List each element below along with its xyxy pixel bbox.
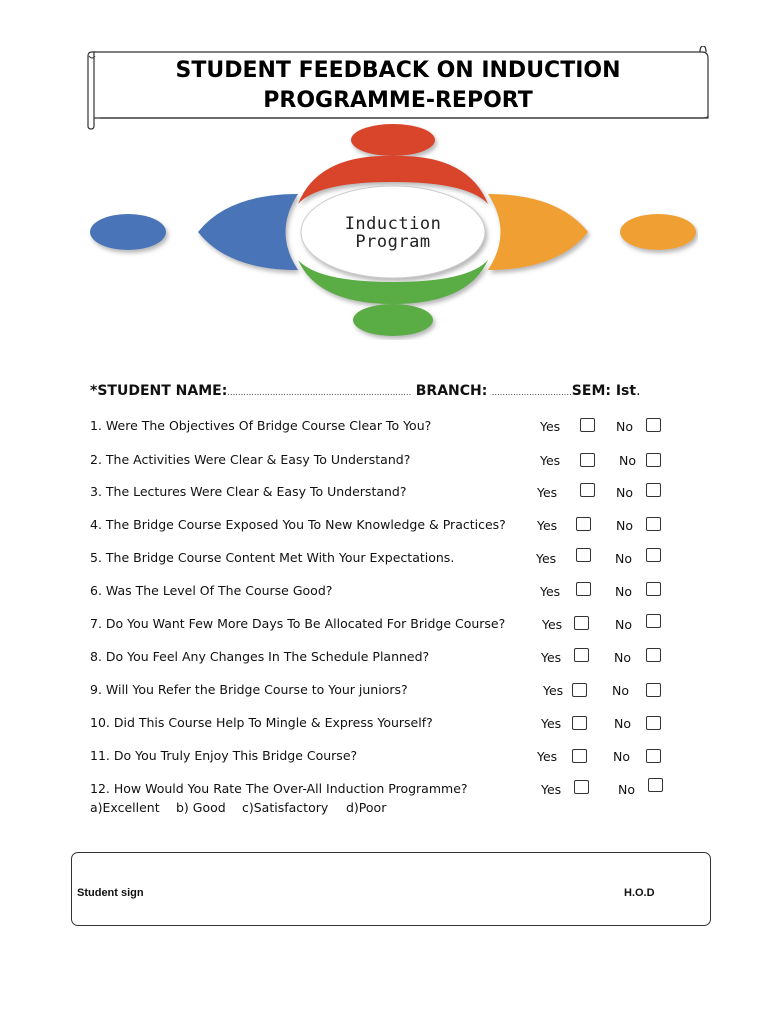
no-label: No <box>616 485 633 500</box>
question-5: 5. The Bridge Course Content Met With Your Expectations. <box>90 550 455 565</box>
option-poor[interactable]: d)Poor <box>346 800 387 815</box>
yes-label: Yes <box>537 518 558 533</box>
option-satisfactory[interactable]: c)Satisfactory <box>242 800 329 815</box>
yes-checkbox-10[interactable] <box>572 716 587 730</box>
no-checkbox-2[interactable] <box>646 453 661 467</box>
yes-checkbox-12[interactable] <box>574 780 589 794</box>
no-checkbox-3[interactable] <box>646 483 661 497</box>
no-label: No <box>613 749 630 764</box>
no-checkbox-8[interactable] <box>646 648 661 662</box>
hod-sign-label: H.O.D <box>624 887 655 899</box>
yes-label: Yes <box>540 584 561 599</box>
signature-box <box>71 852 711 926</box>
option-good[interactable]: b) Good <box>176 800 226 815</box>
yes-label: Yes <box>541 650 562 665</box>
no-checkbox-11[interactable] <box>646 749 661 763</box>
yes-checkbox-6[interactable] <box>576 582 591 596</box>
no-label: No <box>619 453 636 468</box>
yes-checkbox-4[interactable] <box>576 517 591 531</box>
yes-checkbox-9[interactable] <box>572 683 587 697</box>
yes-checkbox-8[interactable] <box>574 648 589 662</box>
option-excellent[interactable]: a)Excellent <box>90 800 160 815</box>
yes-checkbox-7[interactable] <box>574 616 589 630</box>
yes-label: Yes <box>540 419 561 434</box>
question-10: 10. Did This Course Help To Mingle & Express Yourself? <box>90 715 433 730</box>
no-checkbox-7[interactable] <box>646 614 661 628</box>
question-9: 9. Will You Refer the Bridge Course to Your juniors? <box>90 682 408 697</box>
question-2: 2. The Activities Were Clear & Easy To Understand? <box>90 452 411 467</box>
student-name-label: *STUDENT NAME: <box>90 383 228 399</box>
yes-label: Yes <box>541 782 562 797</box>
question-11: 11. Do You Truly Enjoy This Bridge Course? <box>90 748 358 763</box>
yes-label: Yes <box>541 716 562 731</box>
student-name-blank[interactable]: …………………………………………………………… <box>227 388 412 397</box>
logo-text-program: Program <box>355 232 431 252</box>
question-1: 1. Were The Objectives Of Bridge Course Clear To You? <box>90 418 432 433</box>
no-label: No <box>612 683 629 698</box>
yes-label: Yes <box>537 749 558 764</box>
question-7: 7. Do You Want Few More Days To Be Allocated For Bridge Course? <box>90 616 506 631</box>
yes-label: Yes <box>540 453 561 468</box>
no-checkbox-9[interactable] <box>646 683 661 697</box>
no-checkbox-1[interactable] <box>646 418 661 432</box>
question-6: 6. Was The Level Of The Course Good? <box>90 583 333 598</box>
rating-options <box>90 800 386 815</box>
question-4: 4. The Bridge Course Exposed You To New Knowledge & Practices? <box>90 517 506 532</box>
no-checkbox-10[interactable] <box>646 716 661 730</box>
question-12: 12. How Would You Rate The Over-All Induction Programme? <box>90 781 468 796</box>
yes-checkbox-11[interactable] <box>572 749 587 763</box>
no-label: No <box>618 782 635 797</box>
yes-label: Yes <box>542 617 563 632</box>
student-sign-label: Student sign <box>77 887 144 899</box>
yes-label: Yes <box>537 485 558 500</box>
branch-blank[interactable]: ………………………… <box>491 388 572 397</box>
no-label: No <box>614 716 631 731</box>
no-label: No <box>614 650 631 665</box>
page-title: STUDENT FEEDBACK ON INDUCTION PROGRAMME-REPORT <box>175 58 621 113</box>
no-label: No <box>616 419 633 434</box>
induction-program-logo <box>88 124 698 340</box>
no-checkbox-6[interactable] <box>646 582 661 596</box>
yes-label: Yes <box>543 683 564 698</box>
no-label: No <box>615 617 632 632</box>
yes-checkbox-1[interactable] <box>580 418 595 432</box>
question-3: 3. The Lectures Were Clear & Easy To Understand? <box>90 484 407 499</box>
logo-text-induction: Induction <box>344 214 442 234</box>
yes-checkbox-2[interactable] <box>580 453 595 467</box>
branch-label: BRANCH: <box>415 383 488 399</box>
no-label: No <box>616 518 633 533</box>
question-8: 8. Do You Feel Any Changes In The Schedule Planned? <box>90 649 430 664</box>
title-banner <box>86 46 710 126</box>
no-label: No <box>615 551 632 566</box>
sem-label: SEM: Ist <box>571 383 637 399</box>
yes-checkbox-3[interactable] <box>580 483 595 497</box>
no-checkbox-12[interactable] <box>648 778 663 792</box>
yes-checkbox-5[interactable] <box>576 548 591 562</box>
no-checkbox-5[interactable] <box>646 548 661 562</box>
no-label: No <box>615 584 632 599</box>
student-info-line: *STUDENT NAME:…………………………………………………………… BRANCH: …………………………SEM: Ist. <box>90 383 641 399</box>
no-checkbox-4[interactable] <box>646 517 661 531</box>
yes-label: Yes <box>536 551 557 566</box>
